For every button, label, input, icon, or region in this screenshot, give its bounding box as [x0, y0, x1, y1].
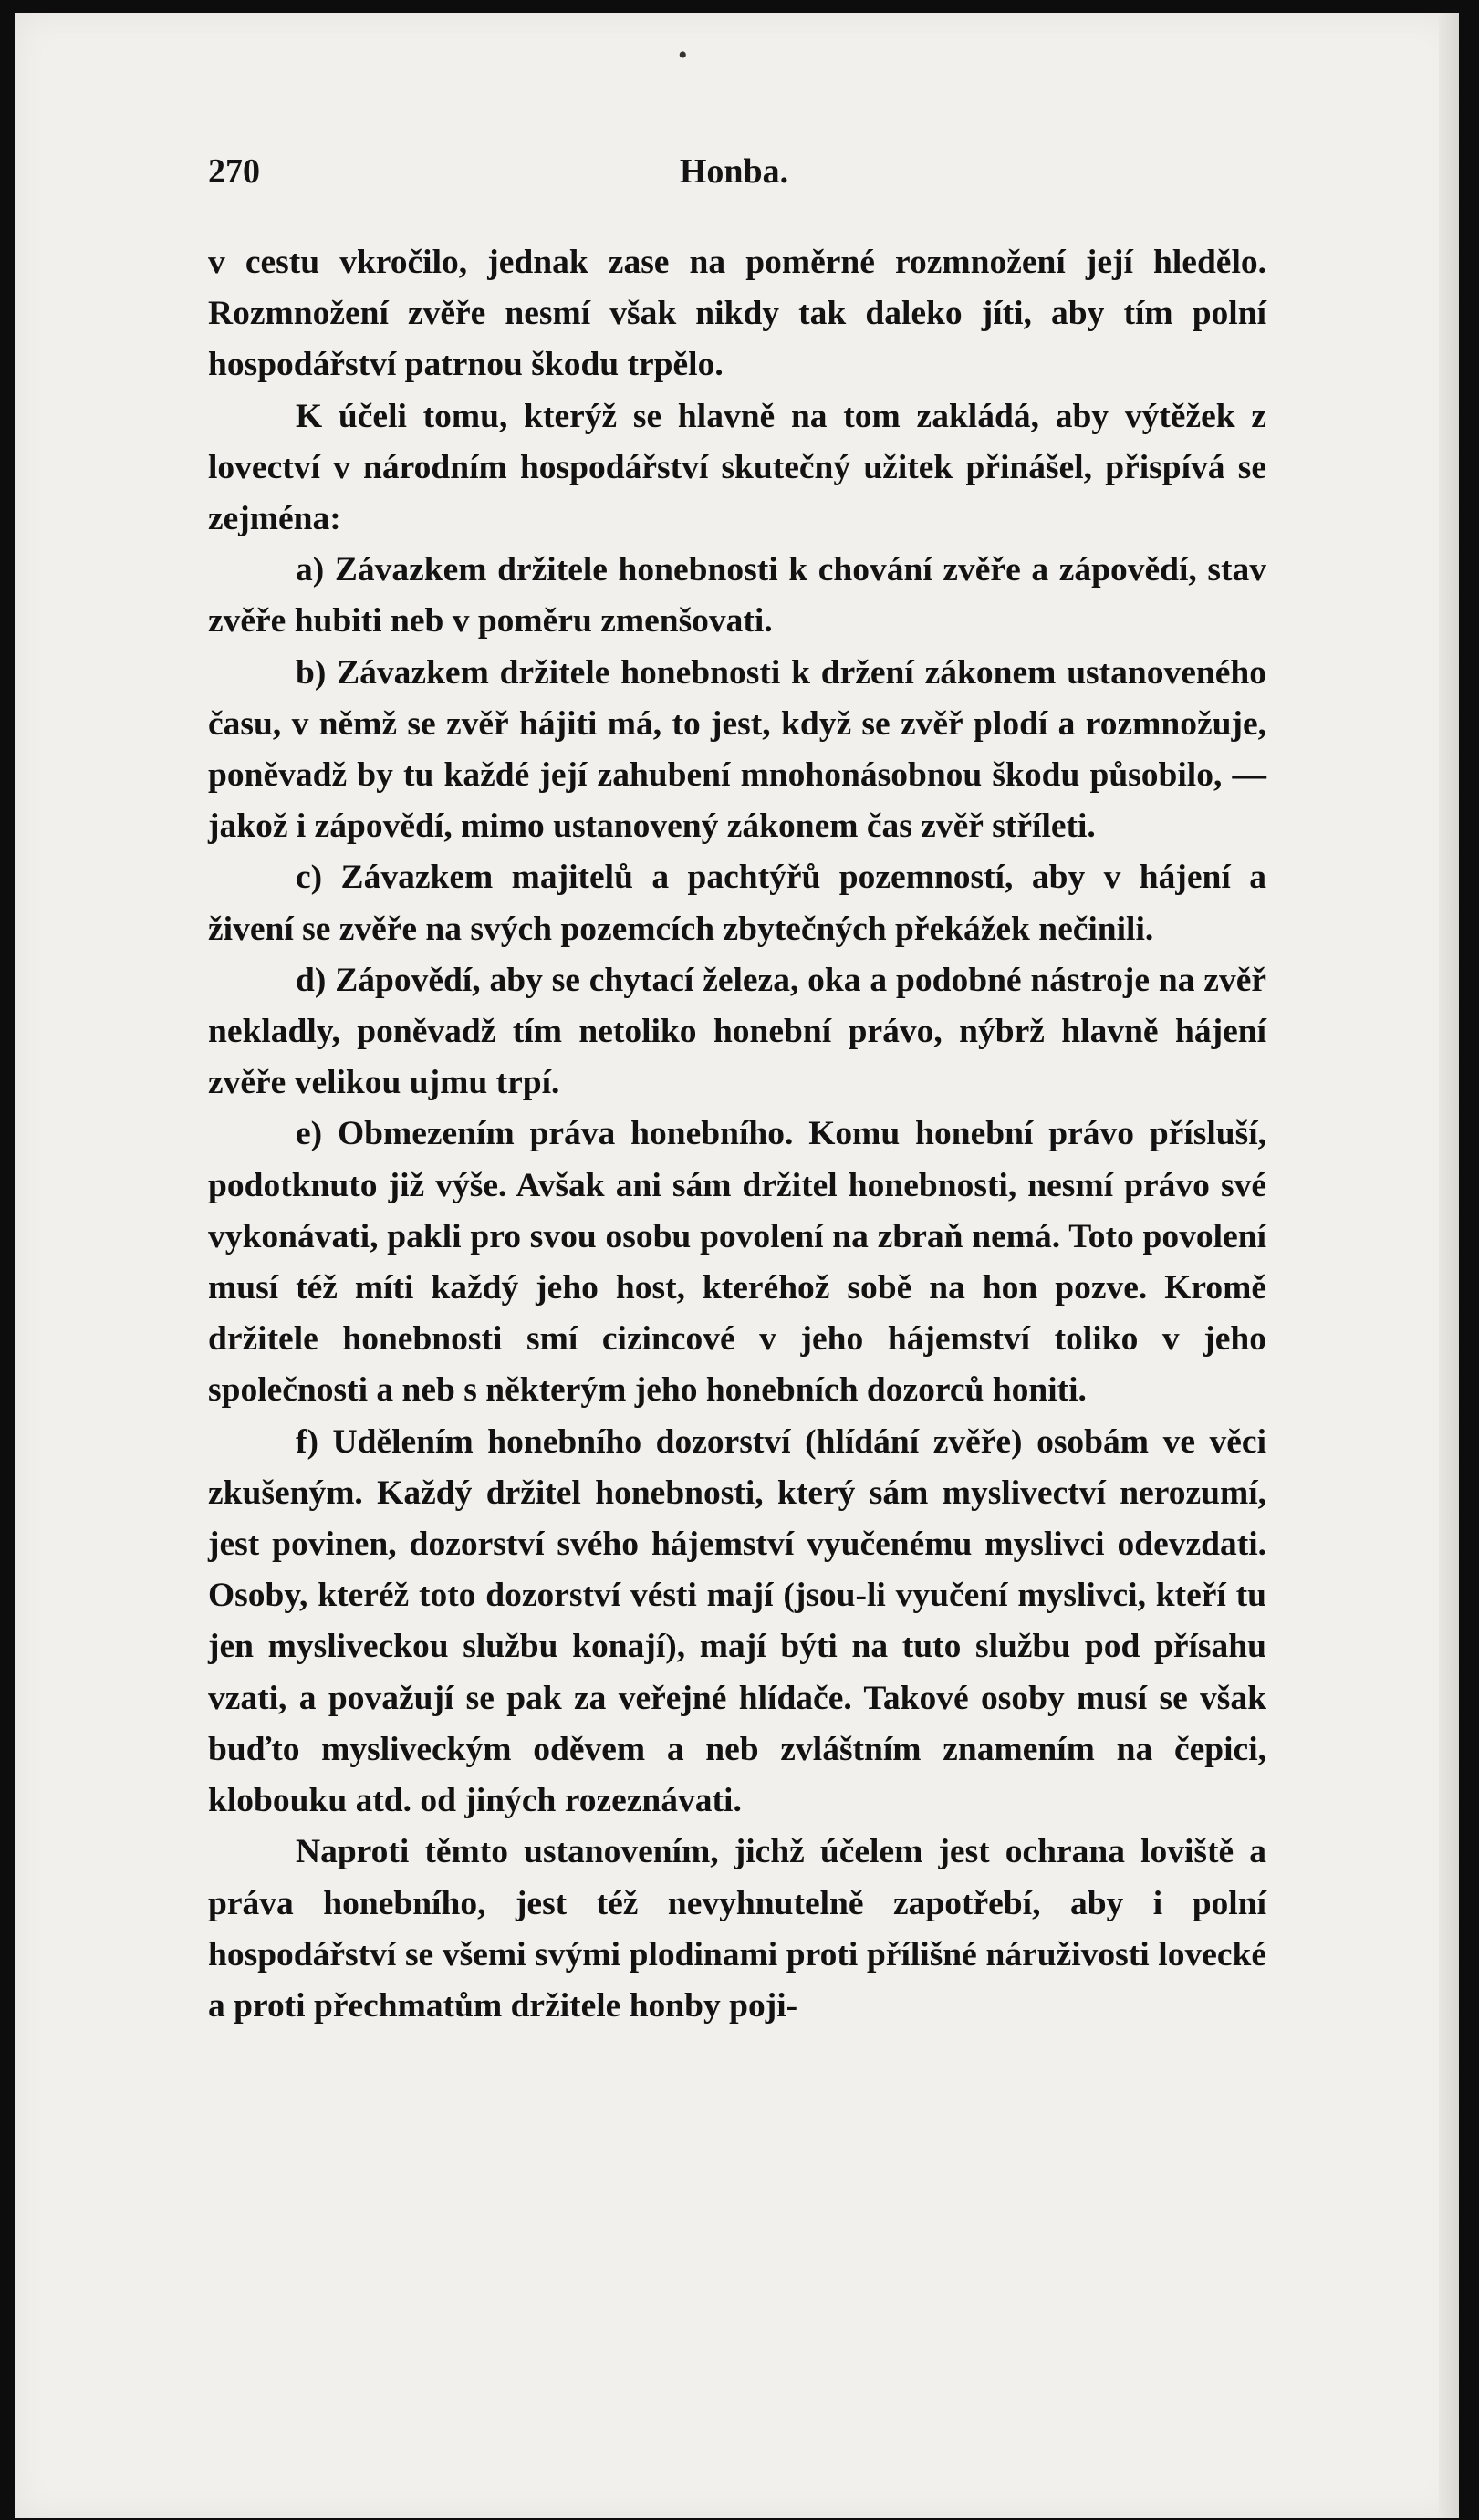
body-text: [208, 237, 1266, 2032]
list-item-d: d) Zápovědí, aby se chytací železa, oka a podobné nástroje na zvěř nekladly, poněvadž tím netoliko honební právo, nýbrž hlavně hájení zvěře velikou ujmu trpí.: [208, 961, 1266, 1102]
paragraph-intro: K účeli tomu, kterýž se hlavně na tom zakládá, aby výtěžek z lovectví v národním hospodářství skutečný užitek přinášel, přispívá se zejména:: [208, 397, 1266, 538]
list-item-f: f) Udělením honebního dozorství (hlídání zvěře) osobám ve věci zkušeným. Každý držitel honebnosti, který sám myslivectví nerozumí, jest povinen, dozorství svého hájemství vyučenému myslivci odevzdati. Osoby, kteréž toto dozorství vésti mají (jsou-li vyučení myslivci, kteří tu jen mysliveckou službu konají), mají býti na tuto službu pod přísahu vzati, a považují se pak za veřejné hlídače. Takové osoby musí se však buďto mysliveckým oděvem a neb zvláštním znamením na čepici, klobouku atd. od jiných rozeznávati.: [208, 1422, 1266, 1820]
page-number: 270: [208, 152, 260, 191]
book-page: [15, 13, 1459, 2518]
paragraph-continuation: v cestu vkročilo, jednak zase na poměrné rozmnožení její hledělo. Rozmnožení zvěře nesmí však nikdy tak daleko jíti, aby tím polní hospodářství patrnou škodu trpělo.: [208, 244, 1266, 384]
list-item-c: c) Závazkem majitelů a pachtýřů pozemností, aby v hájení a živení se zvěře na svých pozemcích zbytečných překážek nečinili.: [208, 859, 1266, 948]
list-item-e: e) Obmezením práva honebního. Komu honební právo přísluší, podotknuto již výše. Avšak ani sám držitel honebnosti, nesmí právo své vykonávati, pakli pro svou osobu povolení na zbraň nemá. Toto povolení musí též míti každý jeho host, kteréhož sobě na hon pozve. Kromě držitele honebnosti smí cizincové v jeho hájemství toliko v jeho společnosti a neb s některým jeho honebních dozorců honiti.: [208, 1115, 1266, 1410]
list-item-a: a) Závazkem držitele honebnosti k chování zvěře a zápovědí, stav zvěře hubiti neb v poměru zmenšovati.: [208, 551, 1266, 640]
page-header: [208, 151, 1260, 197]
page-edge: [1439, 13, 1459, 2518]
list-item-b: b) Závazkem držitele honebnosti k držení zákonem ustanoveného času, v němž se zvěř hájiti má, to jest, když se zvěř plodí a rozmnožuje, poněvadž by tu každé její zahubení mnohonásobnou škodu působilo, — jakož i zápovědí, mimo ustanovený zákonem čas zvěř stříleti.: [208, 653, 1266, 846]
paragraph-closing: Naproti těmto ustanovením, jichž účelem jest ochrana loviště a práva honebního, jest též nevyhnutelně zapotřebí, aby i polní hospodářství se všemi svými plodinami proti přílišné náruživosti lovecké a proti přechmatům držitele honby poji-: [208, 1833, 1266, 2025]
running-head: Honba.: [679, 152, 789, 191]
print-speck: •: [678, 40, 688, 70]
